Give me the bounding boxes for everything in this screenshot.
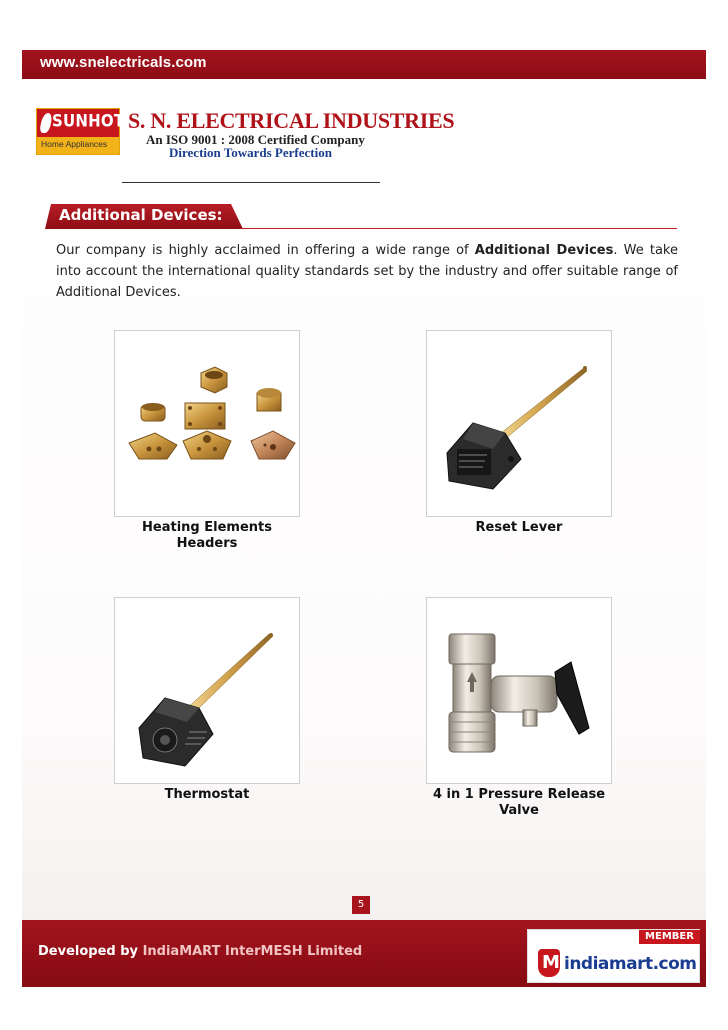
product-caption: Thermostat bbox=[164, 787, 250, 802]
company-tagline: Direction Towards Perfection bbox=[169, 145, 332, 160]
footer-credit: Developed by IndiaMART InterMESH Limited bbox=[38, 944, 363, 959]
company-iso: An ISO 9001 : 2008 Certified Company bbox=[146, 132, 365, 147]
intro-highlight: Additional Devices bbox=[474, 243, 614, 258]
indiamart-member-badge[interactable] bbox=[527, 929, 700, 983]
top-bar bbox=[22, 50, 706, 79]
footer-bar bbox=[22, 920, 706, 987]
indiamart-wordmark: indiamart.com bbox=[564, 954, 697, 974]
valve-icon bbox=[427, 598, 611, 783]
section-title: Additional Devices: bbox=[59, 206, 223, 224]
sunhot-logo bbox=[36, 108, 125, 155]
logo-brand: SUNHOT bbox=[52, 111, 125, 131]
product-image-pressure-release-valve bbox=[426, 597, 612, 784]
developer-link[interactable]: IndiaMART InterMESH Limited bbox=[142, 944, 363, 959]
product-caption: 4 in 1 Pressure Release Valve bbox=[432, 787, 606, 818]
reset-lever-icon bbox=[427, 331, 611, 516]
thermostat-icon bbox=[115, 598, 299, 783]
brochure-page bbox=[22, 50, 706, 987]
flame-icon bbox=[39, 113, 53, 133]
company-name: S. N. ELECTRICAL INDUSTRIES bbox=[128, 108, 455, 133]
intro-paragraph: Our company is highly acclaimed in offering a wide range of Additional Devices. We take into account the international quality standards set by the industry and offer suitable range of Additional Devices. bbox=[56, 243, 678, 300]
indiamart-logo-icon: M bbox=[538, 949, 560, 977]
brass-fittings-icon bbox=[115, 331, 299, 516]
product-caption: Heating Elements Headers bbox=[142, 520, 272, 551]
product-caption: Reset Lever bbox=[475, 520, 563, 535]
logo-subtitle: Home Appliances bbox=[41, 139, 108, 149]
product-image-reset-lever bbox=[426, 330, 612, 517]
section-divider bbox=[240, 228, 677, 229]
page-number: 5 bbox=[352, 896, 370, 914]
product-image-heating-element-headers bbox=[114, 330, 300, 517]
website-url[interactable]: www.snelectricals.com bbox=[40, 54, 207, 71]
header-divider bbox=[122, 182, 380, 183]
product-image-thermostat bbox=[114, 597, 300, 784]
member-tag: MEMBER bbox=[639, 930, 700, 944]
